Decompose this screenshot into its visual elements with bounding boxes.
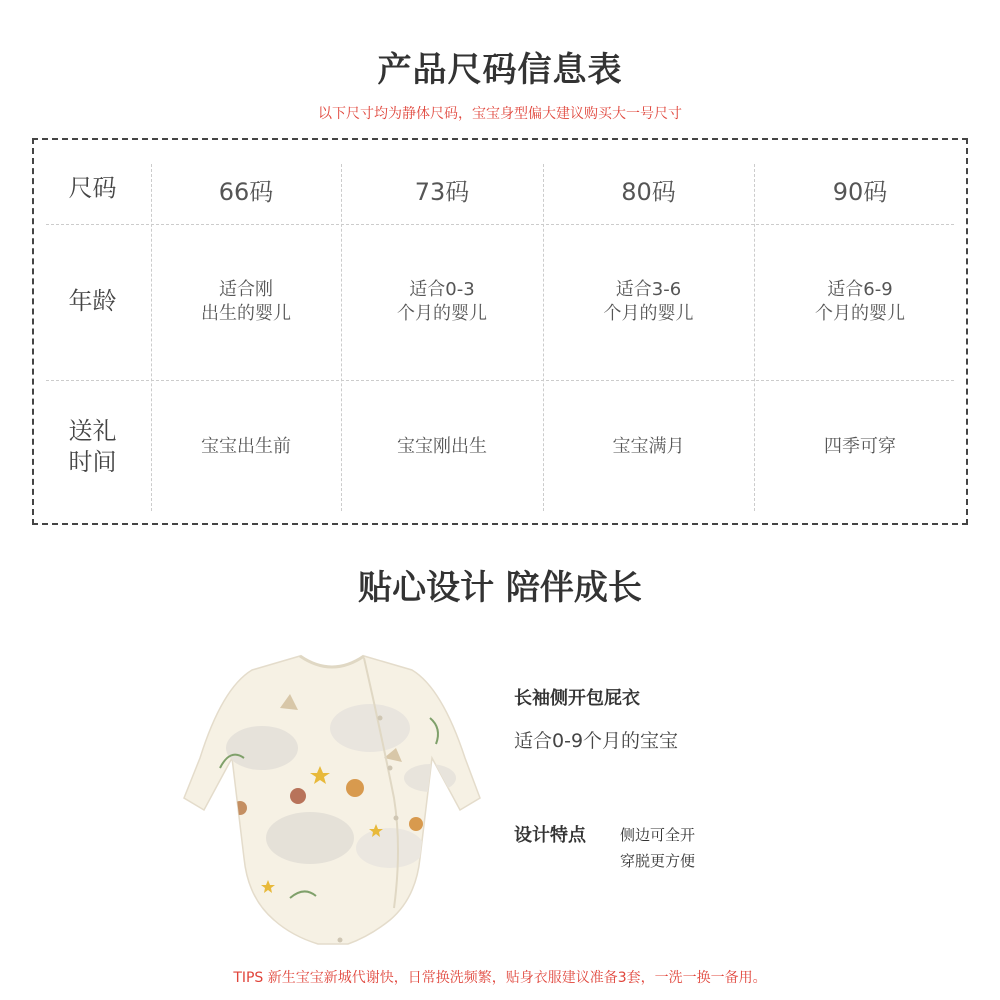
gift-73: 宝宝刚出生 [397,435,487,457]
size-90: 90码 [832,177,888,206]
size-73: 73码 [414,177,470,206]
row-header-size: 尺码 [68,174,117,203]
age-90 [754,226,966,378]
bodysuit-product-image [180,648,485,948]
feature-line-1: 侧边可全开 [620,826,696,844]
tips-note: TIPS 新生宝宝新城代谢快，日常换洗频繁，贴身衣服建议准备3套，一洗一换一备用。 [233,970,767,986]
age-90-line1: 适合6-9 [827,278,893,300]
age-90-line2: 个月的婴儿 [815,303,905,324]
age-66-line2: 出生的婴儿 [201,303,291,324]
feature-line-2: 穿脱更方便 [620,852,696,871]
gift-80: 宝宝满月 [612,435,685,457]
page-title: 产品尺码信息表 [377,50,623,90]
age-66 [151,226,341,378]
row-divider [46,224,954,225]
product-name: 长袖侧开包屁衣 [514,688,640,709]
age-66-line1: 适合刚 [219,278,273,300]
gift-header-line2: 时间 [68,448,117,476]
size-66: 66码 [218,177,274,206]
gift-90: 四季可穿 [824,435,896,457]
gift-header-line1: 送礼 [68,416,117,445]
row-header-age: 年龄 [68,287,117,316]
age-73-line1: 适合0-3 [409,278,475,300]
age-73 [341,226,543,378]
gift-66: 宝宝出生前 [201,435,291,457]
feature-label: 设计特点 [514,825,586,846]
row-header-gift-time [34,382,151,512]
age-80-line2: 个月的婴儿 [603,303,694,324]
product-age: 适合0-9个月的宝宝 [514,730,679,752]
size-note: 以下尺寸均为静体尺码，宝宝身型偏大建议购买大一号尺寸 [318,106,682,122]
age-80 [543,226,754,378]
design-section-title: 贴心设计 陪伴成长 [358,568,642,608]
age-73-line2: 个月的婴儿 [397,303,487,324]
size-table [32,138,968,525]
age-80-line1: 适合3-6 [615,278,682,300]
feature-description [620,822,695,875]
size-80: 80码 [621,177,676,206]
row-divider [46,380,954,381]
